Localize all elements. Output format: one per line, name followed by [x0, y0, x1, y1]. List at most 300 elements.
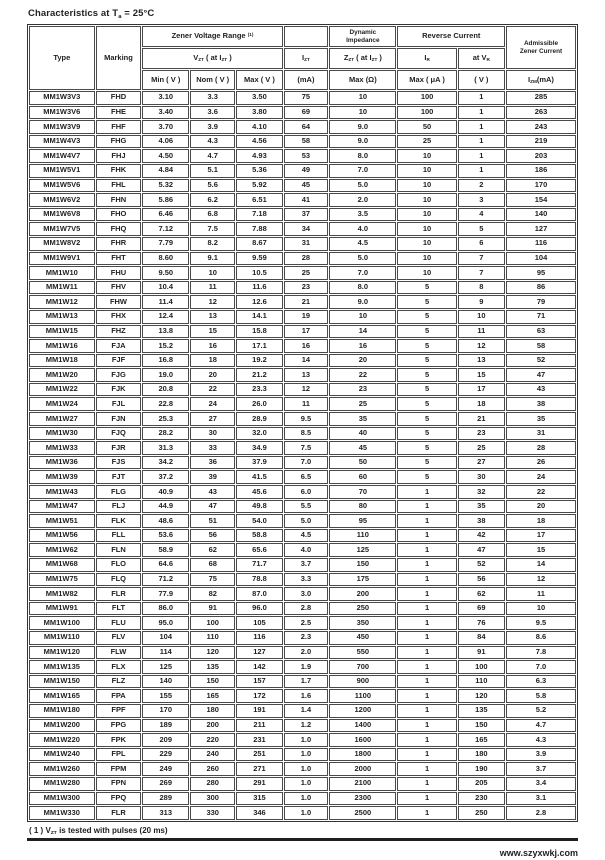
- cell-nom_v: 180: [190, 704, 235, 718]
- cell-zzt_max_ohm: 9.0: [329, 120, 396, 134]
- cell-min_v: 19.0: [142, 368, 189, 382]
- cell-ir_max_ua: 10: [397, 208, 456, 222]
- table-row: [29, 602, 576, 616]
- cell-izm_ma: 17: [506, 529, 576, 543]
- table-row: [29, 558, 576, 572]
- cell-type: MM1W30: [29, 427, 95, 441]
- header-row-groups: [29, 26, 576, 47]
- cell-type: MM1W13: [29, 310, 95, 324]
- cell-ir_max_ua: 1: [397, 675, 456, 689]
- table-row: [29, 777, 576, 791]
- cell-zzt_max_ohm: 2100: [329, 777, 396, 791]
- cell-nom_v: 68: [190, 558, 235, 572]
- cell-type: MM1W200: [29, 719, 95, 733]
- cell-max_v: 127: [236, 646, 282, 660]
- cell-ir_max_ua: 10: [397, 179, 456, 193]
- cell-ir_max_ua: 1: [397, 558, 456, 572]
- cell-izm_ma: 14: [506, 558, 576, 572]
- cell-min_v: 5.86: [142, 193, 189, 207]
- cell-nom_v: 62: [190, 543, 235, 557]
- table-row: [29, 631, 576, 645]
- cell-min_v: 20.8: [142, 383, 189, 397]
- cell-min_v: 53.6: [142, 529, 189, 543]
- cell-max_v: 21.2: [236, 368, 282, 382]
- cell-at_vr_v: 69: [458, 602, 505, 616]
- cell-at_vr_v: 3: [458, 193, 505, 207]
- cell-izt_ma: 58: [284, 135, 329, 149]
- cell-izt_ma: 31: [284, 237, 329, 251]
- table-row: [29, 354, 576, 368]
- cell-zzt_max_ohm: 4.5: [329, 237, 396, 251]
- cell-marking: FLU: [96, 616, 142, 630]
- cell-ir_max_ua: 1: [397, 689, 456, 703]
- cell-max_v: 14.1: [236, 310, 282, 324]
- cell-marking: FHT: [96, 252, 142, 266]
- cell-zzt_max_ohm: 45: [329, 441, 396, 455]
- cell-izt_ma: 19: [284, 310, 329, 324]
- cell-izt_ma: 17: [284, 325, 329, 339]
- cell-izm_ma: 243: [506, 120, 576, 134]
- cell-izt_ma: 1.2: [284, 719, 329, 733]
- cell-nom_v: 260: [190, 762, 235, 776]
- cell-at_vr_v: 13: [458, 354, 505, 368]
- cell-zzt_max_ohm: 1100: [329, 689, 396, 703]
- cell-marking: FHZ: [96, 325, 142, 339]
- cell-nom_v: 150: [190, 675, 235, 689]
- cell-type: MM1W5V6: [29, 179, 95, 193]
- table-row: [29, 485, 576, 499]
- cell-izm_ma: 79: [506, 295, 576, 309]
- footnote: ( 1 ) $V_{ZT}$ is tested with pulses (20 ms): [29, 825, 168, 837]
- cell-type: MM1W7V5: [29, 222, 95, 236]
- cell-izt_ma: 1.0: [284, 792, 329, 806]
- cell-max_v: 37.9: [236, 456, 282, 470]
- cell-max_v: 96.0: [236, 602, 282, 616]
- cell-marking: FLX: [96, 660, 142, 674]
- table-row: [29, 441, 576, 455]
- cell-izt_ma: 6.0: [284, 485, 329, 499]
- cell-at_vr_v: 25: [458, 441, 505, 455]
- table-row: [29, 222, 576, 236]
- cell-zzt_max_ohm: 110: [329, 529, 396, 543]
- page-title: Characteristics at $T_a = 25^\circ C$: [28, 8, 155, 20]
- col-header-vr-unit: ( V ): [458, 70, 505, 90]
- cell-zzt_max_ohm: 8.0: [329, 149, 396, 163]
- cell-marking: FHR: [96, 237, 142, 251]
- cell-izm_ma: 8.6: [506, 631, 576, 645]
- cell-min_v: 6.46: [142, 208, 189, 222]
- cell-min_v: 12.4: [142, 310, 189, 324]
- table-row: [29, 719, 576, 733]
- cell-max_v: 191: [236, 704, 282, 718]
- cell-nom_v: 51: [190, 514, 235, 528]
- cell-max_v: 4.56: [236, 135, 282, 149]
- cell-marking: FHD: [96, 91, 142, 105]
- cell-marking: FJT: [96, 470, 142, 484]
- cell-at_vr_v: 27: [458, 456, 505, 470]
- cell-max_v: 5.92: [236, 179, 282, 193]
- cell-min_v: 104: [142, 631, 189, 645]
- cell-type: MM1W91: [29, 602, 95, 616]
- table-row: [29, 193, 576, 207]
- cell-ir_max_ua: 1: [397, 500, 456, 514]
- cell-min_v: 155: [142, 689, 189, 703]
- cell-at_vr_v: 150: [458, 719, 505, 733]
- cell-marking: FJS: [96, 456, 142, 470]
- cell-marking: FJL: [96, 397, 142, 411]
- cell-max_v: 5.36: [236, 164, 282, 178]
- cell-max_v: 3.80: [236, 106, 282, 120]
- cell-ir_max_ua: 50: [397, 120, 456, 134]
- table-row: [29, 514, 576, 528]
- cell-max_v: 251: [236, 748, 282, 762]
- cell-nom_v: 200: [190, 719, 235, 733]
- cell-zzt_max_ohm: 4.0: [329, 222, 396, 236]
- cell-nom_v: 20: [190, 368, 235, 382]
- cell-max_v: 4.10: [236, 120, 282, 134]
- cell-max_v: 78.8: [236, 573, 282, 587]
- cell-izm_ma: 3.4: [506, 777, 576, 791]
- cell-izm_ma: 18: [506, 514, 576, 528]
- cell-ir_max_ua: 1: [397, 777, 456, 791]
- cell-izt_ma: 1.4: [284, 704, 329, 718]
- cell-izt_ma: 1.7: [284, 675, 329, 689]
- cell-ir_max_ua: 1: [397, 587, 456, 601]
- cell-max_v: 231: [236, 733, 282, 747]
- cell-marking: FHJ: [96, 149, 142, 163]
- cell-marking: FPL: [96, 748, 142, 762]
- cell-at_vr_v: 1: [458, 135, 505, 149]
- cell-nom_v: 12: [190, 295, 235, 309]
- cell-ir_max_ua: 1: [397, 573, 456, 587]
- cell-marking: FHW: [96, 295, 142, 309]
- cell-izm_ma: 3.1: [506, 792, 576, 806]
- cell-type: MM1W12: [29, 295, 95, 309]
- cell-ir_max_ua: 5: [397, 368, 456, 382]
- cell-ir_max_ua: 10: [397, 252, 456, 266]
- cell-izm_ma: 47: [506, 368, 576, 382]
- cell-type: MM1W4V3: [29, 135, 95, 149]
- cell-max_v: 45.6: [236, 485, 282, 499]
- cell-max_v: 315: [236, 792, 282, 806]
- cell-ir_max_ua: 1: [397, 704, 456, 718]
- cell-nom_v: 22: [190, 383, 235, 397]
- cell-min_v: 11.4: [142, 295, 189, 309]
- table-row: [29, 164, 576, 178]
- cell-type: MM1W24: [29, 397, 95, 411]
- cell-nom_v: 220: [190, 733, 235, 747]
- cell-ir_max_ua: 5: [397, 281, 456, 295]
- cell-at_vr_v: 7: [458, 266, 505, 280]
- cell-ir_max_ua: 1: [397, 646, 456, 660]
- cell-zzt_max_ohm: 175: [329, 573, 396, 587]
- cell-at_vr_v: 11: [458, 325, 505, 339]
- cell-type: MM1W9V1: [29, 252, 95, 266]
- cell-izm_ma: 203: [506, 149, 576, 163]
- cell-ir_max_ua: 1: [397, 631, 456, 645]
- cell-ir_max_ua: 10: [397, 222, 456, 236]
- cell-at_vr_v: 9: [458, 295, 505, 309]
- cell-type: MM1W180: [29, 704, 95, 718]
- cell-max_v: 105: [236, 616, 282, 630]
- cell-marking: FHV: [96, 281, 142, 295]
- cell-izt_ma: 3.7: [284, 558, 329, 572]
- col-header-nom-v: Nom ( V ): [190, 70, 235, 90]
- cell-min_v: 3.40: [142, 106, 189, 120]
- table-row: [29, 179, 576, 193]
- cell-nom_v: 11: [190, 281, 235, 295]
- cell-nom_v: 15: [190, 325, 235, 339]
- cell-marking: FPN: [96, 777, 142, 791]
- cell-marking: FHO: [96, 208, 142, 222]
- cell-nom_v: 5.1: [190, 164, 235, 178]
- col-header-admissible-zener-current: Admissible Zener Current: [506, 26, 576, 69]
- cell-max_v: 54.0: [236, 514, 282, 528]
- table-row: [29, 704, 576, 718]
- cell-nom_v: 47: [190, 500, 235, 514]
- cell-min_v: 13.8: [142, 325, 189, 339]
- cell-at_vr_v: 1: [458, 120, 505, 134]
- table-row: [29, 208, 576, 222]
- cell-type: MM1W300: [29, 792, 95, 806]
- col-header-ir-unit: Max ( μA ): [397, 70, 456, 90]
- cell-max_v: 41.5: [236, 470, 282, 484]
- cell-ir_max_ua: 10: [397, 237, 456, 251]
- cell-at_vr_v: 15: [458, 368, 505, 382]
- cell-izt_ma: 2.5: [284, 616, 329, 630]
- cell-izm_ma: 186: [506, 164, 576, 178]
- cell-max_v: 11.6: [236, 281, 282, 295]
- cell-izm_ma: 104: [506, 252, 576, 266]
- cell-izm_ma: 12: [506, 573, 576, 587]
- col-header-ir: $I_R$: [397, 48, 456, 69]
- table-row: [29, 748, 576, 762]
- cell-marking: FJF: [96, 354, 142, 368]
- cell-type: MM1W5V1: [29, 164, 95, 178]
- col-header-dynamic-impedance: Dynamic Impedance: [329, 26, 396, 47]
- cell-nom_v: 27: [190, 412, 235, 426]
- table-row: [29, 456, 576, 470]
- cell-max_v: 116: [236, 631, 282, 645]
- table-row: [29, 412, 576, 426]
- cell-nom_v: 82: [190, 587, 235, 601]
- cell-at_vr_v: 17: [458, 383, 505, 397]
- cell-min_v: 313: [142, 806, 189, 820]
- cell-zzt_max_ohm: 5.0: [329, 252, 396, 266]
- cell-min_v: 7.79: [142, 237, 189, 251]
- cell-type: MM1W330: [29, 806, 95, 820]
- cell-marking: FHQ: [96, 222, 142, 236]
- cell-izt_ma: 34: [284, 222, 329, 236]
- cell-type: MM1W3V3: [29, 91, 95, 105]
- cell-izt_ma: 4.5: [284, 529, 329, 543]
- cell-izt_ma: 11: [284, 397, 329, 411]
- cell-at_vr_v: 2: [458, 179, 505, 193]
- cell-min_v: 9.50: [142, 266, 189, 280]
- table-row: [29, 252, 576, 266]
- cell-nom_v: 4.3: [190, 135, 235, 149]
- cell-at_vr_v: 47: [458, 543, 505, 557]
- cell-min_v: 37.2: [142, 470, 189, 484]
- cell-min_v: 4.06: [142, 135, 189, 149]
- cell-max_v: 49.8: [236, 500, 282, 514]
- cell-at_vr_v: 38: [458, 514, 505, 528]
- cell-ir_max_ua: 5: [397, 310, 456, 324]
- cell-min_v: 4.50: [142, 149, 189, 163]
- cell-ir_max_ua: 5: [397, 339, 456, 353]
- cell-at_vr_v: 30: [458, 470, 505, 484]
- cell-min_v: 22.8: [142, 397, 189, 411]
- cell-max_v: 58.8: [236, 529, 282, 543]
- table-row: [29, 689, 576, 703]
- cell-zzt_max_ohm: 8.0: [329, 281, 396, 295]
- cell-min_v: 34.2: [142, 456, 189, 470]
- cell-nom_v: 33: [190, 441, 235, 455]
- cell-ir_max_ua: 5: [397, 325, 456, 339]
- cell-nom_v: 43: [190, 485, 235, 499]
- table-row: [29, 397, 576, 411]
- cell-izm_ma: 7.0: [506, 660, 576, 674]
- cell-marking: FPQ: [96, 792, 142, 806]
- cell-nom_v: 9.1: [190, 252, 235, 266]
- cell-nom_v: 18: [190, 354, 235, 368]
- cell-izm_ma: 285: [506, 91, 576, 105]
- cell-type: MM1W51: [29, 514, 95, 528]
- table-row: [29, 91, 576, 105]
- cell-at_vr_v: 250: [458, 806, 505, 820]
- cell-at_vr_v: 76: [458, 616, 505, 630]
- col-header-zener-voltage-range: Zener Voltage Range $^{(1)}$: [142, 26, 282, 47]
- cell-at_vr_v: 1: [458, 91, 505, 105]
- cell-marking: FPM: [96, 762, 142, 776]
- cell-type: MM1W75: [29, 573, 95, 587]
- cell-nom_v: 280: [190, 777, 235, 791]
- cell-izm_ma: 3.7: [506, 762, 576, 776]
- cell-nom_v: 100: [190, 616, 235, 630]
- cell-max_v: 271: [236, 762, 282, 776]
- table-row: [29, 806, 576, 820]
- cell-ir_max_ua: 1: [397, 762, 456, 776]
- cell-izt_ma: 5.5: [284, 500, 329, 514]
- cell-zzt_max_ohm: 700: [329, 660, 396, 674]
- cell-ir_max_ua: 5: [397, 354, 456, 368]
- table-row: [29, 470, 576, 484]
- cell-at_vr_v: 4: [458, 208, 505, 222]
- cell-nom_v: 24: [190, 397, 235, 411]
- cell-type: MM1W120: [29, 646, 95, 660]
- cell-max_v: 9.59: [236, 252, 282, 266]
- cell-max_v: 346: [236, 806, 282, 820]
- cell-max_v: 8.67: [236, 237, 282, 251]
- cell-marking: FJR: [96, 441, 142, 455]
- cell-min_v: 3.70: [142, 120, 189, 134]
- cell-izm_ma: 35: [506, 412, 576, 426]
- cell-izm_ma: 22: [506, 485, 576, 499]
- cell-min_v: 10.4: [142, 281, 189, 295]
- table-row: [29, 792, 576, 806]
- cell-type: MM1W22: [29, 383, 95, 397]
- cell-max_v: 172: [236, 689, 282, 703]
- cell-min_v: 229: [142, 748, 189, 762]
- cell-type: MM1W68: [29, 558, 95, 572]
- table-row: [29, 325, 576, 339]
- cell-nom_v: 110: [190, 631, 235, 645]
- cell-nom_v: 75: [190, 573, 235, 587]
- cell-zzt_max_ohm: 900: [329, 675, 396, 689]
- cell-type: MM1W6V8: [29, 208, 95, 222]
- cell-izm_ma: 4.3: [506, 733, 576, 747]
- cell-izt_ma: 2.8: [284, 602, 329, 616]
- cell-izt_ma: 16: [284, 339, 329, 353]
- cell-min_v: 8.60: [142, 252, 189, 266]
- cell-izt_ma: 28: [284, 252, 329, 266]
- cell-at_vr_v: 21: [458, 412, 505, 426]
- cell-type: MM1W165: [29, 689, 95, 703]
- cell-min_v: 289: [142, 792, 189, 806]
- cell-zzt_max_ohm: 450: [329, 631, 396, 645]
- cell-izm_ma: 43: [506, 383, 576, 397]
- cell-min_v: 16.8: [142, 354, 189, 368]
- cell-max_v: 23.3: [236, 383, 282, 397]
- cell-zzt_max_ohm: 22: [329, 368, 396, 382]
- cell-min_v: 58.9: [142, 543, 189, 557]
- cell-min_v: 77.9: [142, 587, 189, 601]
- cell-nom_v: 30: [190, 427, 235, 441]
- cell-ir_max_ua: 1: [397, 719, 456, 733]
- cell-max_v: 7.18: [236, 208, 282, 222]
- table-row: [29, 675, 576, 689]
- cell-ir_max_ua: 100: [397, 91, 456, 105]
- cell-max_v: 28.9: [236, 412, 282, 426]
- cell-min_v: 86.0: [142, 602, 189, 616]
- table-row: [29, 149, 576, 163]
- cell-marking: FHX: [96, 310, 142, 324]
- cell-marking: FLR: [96, 806, 142, 820]
- col-header-izt-unit: (mA): [284, 70, 329, 90]
- cell-marking: FLT: [96, 602, 142, 616]
- cell-ir_max_ua: 5: [397, 295, 456, 309]
- cell-min_v: 114: [142, 646, 189, 660]
- cell-izm_ma: 154: [506, 193, 576, 207]
- col-header-min-v: Min ( V ): [142, 70, 189, 90]
- cell-at_vr_v: 135: [458, 704, 505, 718]
- cell-ir_max_ua: 5: [397, 412, 456, 426]
- cell-izm_ma: 71: [506, 310, 576, 324]
- cell-izt_ma: 25: [284, 266, 329, 280]
- cell-at_vr_v: 52: [458, 558, 505, 572]
- cell-max_v: 291: [236, 777, 282, 791]
- cell-ir_max_ua: 5: [397, 441, 456, 455]
- cell-zzt_max_ohm: 150: [329, 558, 396, 572]
- cell-marking: FLZ: [96, 675, 142, 689]
- cell-at_vr_v: 18: [458, 397, 505, 411]
- cell-min_v: 48.6: [142, 514, 189, 528]
- cell-nom_v: 8.2: [190, 237, 235, 251]
- table-row: [29, 310, 576, 324]
- cell-at_vr_v: 7: [458, 252, 505, 266]
- cell-nom_v: 36: [190, 456, 235, 470]
- col-header-max-v: Max ( V ): [236, 70, 282, 90]
- cell-izm_ma: 86: [506, 281, 576, 295]
- cell-izt_ma: 1.9: [284, 660, 329, 674]
- cell-izt_ma: 12: [284, 383, 329, 397]
- cell-min_v: 4.84: [142, 164, 189, 178]
- cell-max_v: 34.9: [236, 441, 282, 455]
- cell-nom_v: 56: [190, 529, 235, 543]
- cell-zzt_max_ohm: 550: [329, 646, 396, 660]
- cell-nom_v: 120: [190, 646, 235, 660]
- table-row: [29, 587, 576, 601]
